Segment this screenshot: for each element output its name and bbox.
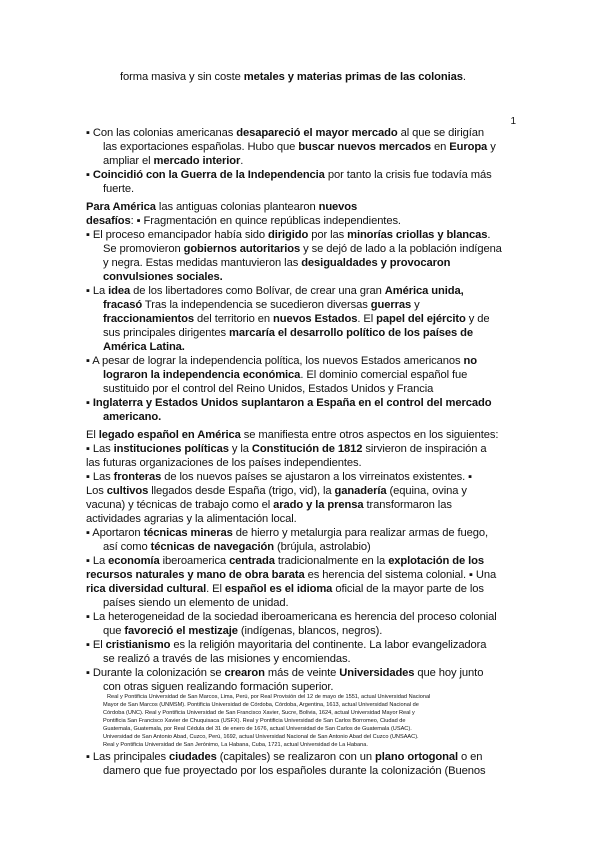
bold-text: Inglaterra y Estados Unidos suplantaron a España en el control del mercado bbox=[92, 397, 492, 409]
bold-text: ganadería bbox=[334, 485, 387, 497]
bold-text: desapareció el mayor mercado bbox=[236, 127, 398, 139]
text-line bbox=[103, 242, 514, 256]
text-run: . bbox=[240, 155, 244, 167]
text-line: Pontificia San Francisco Xavier de Chuquisaca (USFX). Real y Pontificia Universidad de San Carlos Borromeo, Ciudad de bbox=[103, 718, 406, 724]
text-line bbox=[86, 750, 514, 764]
bold-text: legado español en América bbox=[98, 429, 241, 441]
text-run: ▪ El bbox=[86, 639, 106, 651]
text-run: así como bbox=[103, 541, 151, 553]
text-run: Los bbox=[86, 485, 107, 497]
text-run: en bbox=[430, 141, 450, 153]
bold-text: metales y materias primas de las colonias bbox=[243, 71, 463, 83]
text-line bbox=[86, 214, 514, 228]
text-run: de los libertadores como Bolívar, de crear una gran bbox=[130, 285, 385, 297]
text-run: países siendo un elemento de unidad. bbox=[103, 597, 289, 609]
bold-text: plano ortogonal bbox=[375, 751, 459, 763]
text-line bbox=[103, 368, 514, 382]
text-line bbox=[86, 228, 514, 242]
bold-text: no bbox=[463, 355, 477, 367]
text-line: Guatemala, Guatemala, por Real Cédula del 31 de enero de 1676, actual Universidad de San Carlos de Guatemala (USAC). bbox=[103, 726, 412, 732]
text-line bbox=[103, 596, 514, 610]
bold-text: fronteras bbox=[113, 471, 162, 483]
text-run: forma masiva y sin coste bbox=[120, 71, 244, 83]
bold-text: ciudades bbox=[169, 751, 217, 763]
text-run: . El bbox=[357, 313, 377, 325]
bold-text: marcaría el desarrollo político de los países de bbox=[229, 327, 473, 339]
bold-text: instituciones políticas bbox=[113, 443, 229, 455]
text-run: ▪ La bbox=[86, 555, 109, 567]
text-run: ▪ La heterogeneidad de la sociedad iberoamericana es herencia del proceso colonial bbox=[86, 611, 497, 623]
text-line bbox=[86, 428, 514, 442]
bold-text: desigualdades y provocaron bbox=[301, 257, 451, 269]
bold-text: cristianismo bbox=[105, 639, 171, 651]
bold-text: técnicas mineras bbox=[143, 527, 233, 539]
text-run: ▪ Las bbox=[86, 471, 114, 483]
bold-text: técnicas de navegación bbox=[150, 541, 275, 553]
bold-text: papel del ejército bbox=[376, 313, 466, 325]
text-line bbox=[86, 638, 514, 652]
text-line bbox=[103, 298, 514, 312]
text-run: (equina, ovina y bbox=[386, 485, 467, 497]
text-line bbox=[86, 498, 514, 512]
text-line bbox=[86, 200, 514, 214]
bold-text: América Latina. bbox=[103, 341, 185, 353]
text-run: . El bbox=[206, 583, 225, 595]
text-run: o en bbox=[458, 751, 483, 763]
bold-text: economía bbox=[108, 555, 160, 567]
bold-text: Universidades bbox=[339, 667, 415, 679]
text-run: y de bbox=[465, 313, 490, 325]
bold-text: fraccionamientos bbox=[103, 313, 195, 325]
text-run: y la bbox=[228, 443, 252, 455]
text-line bbox=[86, 126, 514, 140]
text-line bbox=[86, 354, 514, 368]
text-run: ▪ Las principales bbox=[86, 751, 170, 763]
text-run: llegados desde España (trigo, vid), la bbox=[148, 485, 335, 497]
text-line bbox=[103, 382, 514, 396]
text-line bbox=[103, 256, 514, 270]
bold-text: desafíos bbox=[86, 215, 131, 227]
text-run: ▪ A pesar de lograr la independencia política, los nuevos Estados americanos bbox=[86, 355, 464, 367]
text-run: se manifiesta entre otros aspectos en los siguientes: bbox=[240, 429, 499, 441]
text-line bbox=[86, 456, 514, 470]
text-run: vacuna) y técnicas de trabajo como el bbox=[86, 499, 274, 511]
bold-text: explotación de los bbox=[388, 555, 484, 567]
text-line bbox=[86, 512, 514, 526]
bold-text: favoreció el mestizaje bbox=[124, 625, 238, 637]
bold-text: nuevos Estados bbox=[272, 313, 358, 325]
text-line bbox=[86, 526, 514, 540]
bold-text: Constitución de 1812 bbox=[251, 443, 363, 455]
text-run: (indígenas, blancos, negros). bbox=[237, 625, 383, 637]
page-number: 1 bbox=[510, 116, 516, 127]
bold-text: crearon bbox=[224, 667, 265, 679]
text-run: se realizó a través de las misiones y encomiendas. bbox=[103, 653, 351, 665]
text-run: que hoy junto bbox=[414, 667, 484, 679]
text-run: Tras la independencia se sucedieron diversas bbox=[142, 299, 371, 311]
text-run: las futuras organizaciones de los países independientes. bbox=[86, 457, 362, 469]
text-run: es la religión mayoritaria del continente. La labor evangelizadora bbox=[170, 639, 487, 651]
text-line bbox=[103, 540, 514, 554]
text-run: oficial de la mayor parte de los bbox=[332, 583, 484, 595]
text-line bbox=[103, 140, 514, 154]
bold-text: nuevos bbox=[318, 201, 358, 213]
text-run: (brújula, astrolabio) bbox=[274, 541, 371, 553]
text-run: El bbox=[86, 429, 99, 441]
text-run: del territorio en bbox=[194, 313, 273, 325]
text-run: que bbox=[103, 625, 125, 637]
text-run: . El dominio comercial español fue bbox=[300, 369, 468, 381]
bold-text: rica diversidad cultural bbox=[86, 583, 207, 595]
text-run: damero que fue proyectado por los españoles durante la colonización (Buenos bbox=[103, 765, 486, 777]
text-run: ampliar el bbox=[103, 155, 154, 167]
text-run: transformaron las bbox=[363, 499, 452, 511]
bold-text: guerras bbox=[370, 299, 412, 311]
text-line bbox=[103, 270, 514, 284]
bold-text: idea bbox=[108, 285, 131, 297]
text-run: ▪ bbox=[86, 169, 93, 181]
text-run: tradicionalmente en la bbox=[274, 555, 389, 567]
text-run: : ▪ Fragmentación en quince repúblicas independientes. bbox=[130, 215, 401, 227]
text-line bbox=[86, 666, 514, 680]
text-run: sustituido por el control del Reino Unidos, Estados Unidos y Francia bbox=[103, 383, 434, 395]
text-run: con otras siguen realizando formación superior. bbox=[103, 681, 334, 693]
text-run: las antiguas colonias plantearon bbox=[155, 201, 319, 213]
bold-text: buscar nuevos mercados bbox=[298, 141, 431, 153]
text-run: por las bbox=[308, 229, 348, 241]
bold-text: cultivos bbox=[106, 485, 149, 497]
text-run: . bbox=[487, 229, 491, 241]
text-run: ▪ El proceso emancipador había sido bbox=[86, 229, 268, 241]
text-run: fuerte. bbox=[103, 183, 135, 195]
bold-text: América unida, bbox=[384, 285, 464, 297]
text-run: al que se dirigían bbox=[397, 127, 485, 139]
text-run: las exportaciones españolas. Hubo que bbox=[103, 141, 299, 153]
bold-text: español es el idioma bbox=[224, 583, 333, 595]
text-run: . bbox=[462, 71, 466, 83]
text-line bbox=[86, 284, 514, 298]
text-run: sirvieron de inspiración a bbox=[362, 443, 487, 455]
bold-text: fracasó bbox=[103, 299, 143, 311]
bold-text: centrada bbox=[229, 555, 275, 567]
text-line bbox=[103, 624, 514, 638]
text-run: iberoamerica bbox=[159, 555, 230, 567]
text-line: Universidad de San Antonio Abad, Cuzco, Perú, 1692, actual Universidad Nacional de San Antonio Abad del Cuzco (UNSAAC). bbox=[103, 734, 419, 740]
text-run: ▪ Durante la colonización se bbox=[86, 667, 225, 679]
text-run: más de veinte bbox=[264, 667, 340, 679]
bold-text: minorías criollas y blancas bbox=[347, 229, 488, 241]
bold-text: convulsiones sociales. bbox=[103, 271, 223, 283]
text-run: sus principales dirigentes bbox=[103, 327, 230, 339]
text-line: Real y Pontificia Universidad de San Jerónimo, La Habana, Cuba, 1721, actual Universidad de La Habana. bbox=[103, 742, 368, 748]
text-line bbox=[86, 470, 514, 484]
text-run: ▪ Las bbox=[86, 443, 114, 455]
bold-text: arado y la prensa bbox=[273, 499, 364, 511]
text-line bbox=[103, 326, 514, 340]
text-line bbox=[86, 568, 514, 582]
text-run: actividades agrarias y la alimentación local. bbox=[86, 513, 297, 525]
text-run: y negra. Estas medidas mantuvieron las bbox=[103, 257, 302, 269]
bold-text: Coincidió con la Guerra de la Independencia bbox=[92, 169, 325, 181]
text-run: y bbox=[411, 299, 420, 311]
text-run: ▪ bbox=[86, 397, 93, 409]
text-line: Córdoba (UNC). Real y Pontificia Universidad de San Francisco Xavier, Sucre, Bolivia, 1624, actual Universidad Mayor Real y bbox=[103, 710, 415, 716]
text-line bbox=[103, 340, 514, 354]
text-run: y se dejó de lado a la población indígena bbox=[300, 243, 502, 255]
text-run: es herencia del sistema colonial. ▪ Una bbox=[304, 569, 497, 581]
bold-text: americano. bbox=[103, 411, 162, 423]
text-run: ▪ Aportaron bbox=[86, 527, 144, 539]
bold-text: lograron la independencia económica bbox=[103, 369, 301, 381]
text-run: por tanto la crisis fue todavía más bbox=[324, 169, 492, 181]
text-run: (capitales) se realizaron con un bbox=[216, 751, 375, 763]
text-line bbox=[103, 410, 514, 424]
text-line bbox=[103, 764, 514, 778]
text-line: Real y Pontificia Universidad de San Marcos, Lima, Perú, por Real Provisión del 12 de mayo de 1551, actual Universidad Nacional bbox=[107, 694, 431, 700]
text-line: Mayor de San Marcos (UNMSM). Pontificia Universidad de Córdoba, Córdoba, Argentina, 1613, actual Universidad Nacional de bbox=[103, 702, 419, 708]
bold-text: mercado interior bbox=[153, 155, 241, 167]
bold-text: dirigido bbox=[267, 229, 309, 241]
text-line bbox=[86, 396, 514, 410]
text-run: de los nuevos países se ajustaron a los virreinatos existentes. ▪ bbox=[161, 471, 473, 483]
text-line bbox=[86, 442, 514, 456]
text-line bbox=[103, 652, 514, 666]
bold-text: Para América bbox=[86, 201, 156, 213]
text-line bbox=[86, 554, 514, 568]
bold-text: Europa bbox=[449, 141, 488, 153]
text-line bbox=[86, 610, 514, 624]
bold-text: gobiernos autoritarios bbox=[183, 243, 301, 255]
text-line bbox=[86, 168, 514, 182]
text-run: de hierro y metalurgia para realizar armas de fuego, bbox=[232, 527, 488, 539]
text-line bbox=[103, 680, 514, 694]
text-line bbox=[86, 484, 514, 498]
text-run: Se promovieron bbox=[103, 243, 184, 255]
text-line bbox=[103, 312, 514, 326]
text-line bbox=[120, 70, 514, 84]
text-line bbox=[103, 182, 514, 196]
text-run: ▪ La bbox=[86, 285, 109, 297]
bold-text: recursos naturales y mano de obra barata bbox=[86, 569, 305, 581]
text-line bbox=[86, 582, 514, 596]
text-run: ▪ Con las colonias americanas bbox=[86, 127, 237, 139]
text-run: y bbox=[487, 141, 496, 153]
text-line bbox=[103, 154, 514, 168]
